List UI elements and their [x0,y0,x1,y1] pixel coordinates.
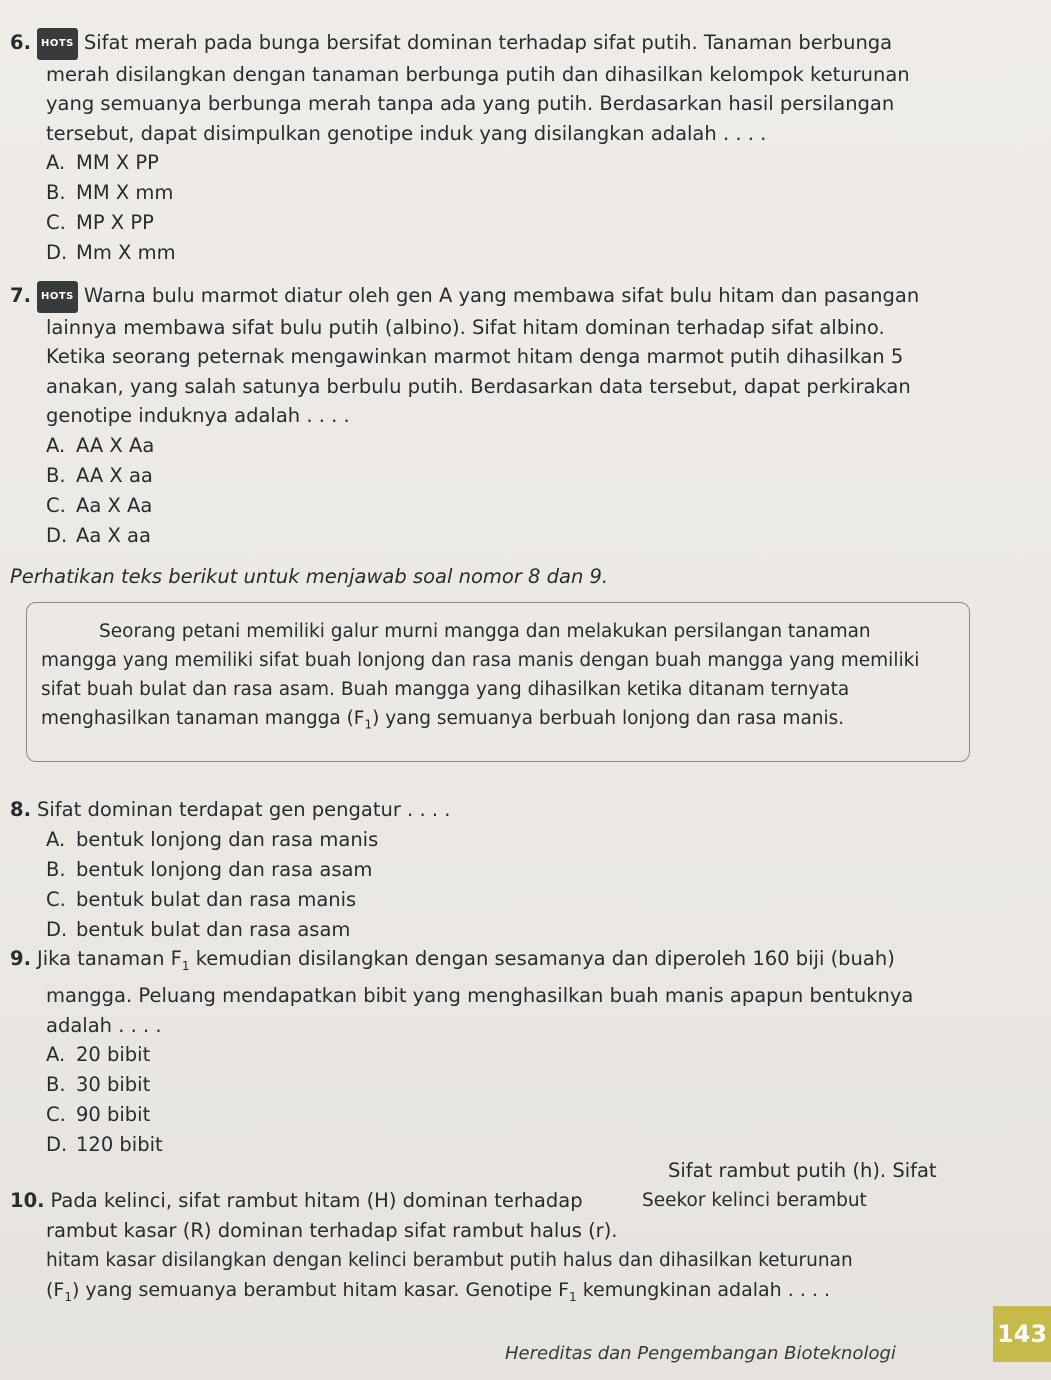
question-text-line: $(F_1)$ yang semuanya berambut hitam kasar. Genotipe $F_1$ kemungkinan adalah . . . . [46,1279,831,1304]
passage-box [26,602,970,762]
passage-line: Seorang petani memiliki galur murni mangga dan melakukan persilangan tanaman [99,621,871,642]
passage-line: menghasilkan tanaman mangga $(F_1)$ yang semuanya berbuah lonjong dan rasa manis. [41,708,845,732]
question-text-line: tersebut, dapat disimpulkan genotipe induk yang disilangkan adalah . . . . [46,121,767,145]
question-text-line: yang semuanya berbunga merah tanpa ada yang putih. Berdasarkan hasil persilangan [46,92,895,115]
option-d[interactable]: D. Mm X mm [46,241,176,264]
question-number: 6. [10,31,31,54]
question-text-line: merah disilangkan dengan tanaman berbunga putih dan dihasilkan kelompok keturunan [46,62,910,86]
option-a[interactable]: A. AA X Aa [46,433,155,457]
option-d[interactable]: D. 120 bibit [46,1133,163,1157]
question-text-line: Sifat merah pada bunga bersifat dominan terhadap sifat putih. Tanaman berbunga [83,31,893,54]
question-text-line: Seekor kelinci berambut [642,1190,867,1211]
question-text-line: rambut kasar (R) dominan terhadap sifat rambut halus (r). [46,1219,618,1242]
question-text-line: Sifat rambut putih (h). Sifat [668,1159,937,1182]
option-a[interactable]: A. 20 bibit [46,1043,151,1067]
question-8 [10,795,1035,945]
question-number: 8. [10,798,31,821]
option-c[interactable]: C. 90 bibit [46,1103,151,1127]
question-6 [10,28,1035,268]
option-a[interactable]: A. bentuk lonjong dan rasa manis [46,827,379,851]
option-b[interactable]: B. bentuk lonjong dan rasa asam [46,857,373,881]
option-d[interactable]: D. bentuk bulat dan rasa asam [46,917,351,941]
question-text-line: Ketika seorang peternak mengawinkan marmot hitam denga marmot putih dihasilkan 5 [46,345,904,368]
option-b[interactable]: B. MM X mm [46,181,174,204]
option-b[interactable]: B. 30 bibit [46,1073,151,1097]
hots-badge: HOTS [37,28,78,60]
footer-chapter-title: Hereditas dan Pengembangan Bioteknologi [505,1343,896,1364]
question-text-line: mangga. Peluang mendapatkan bibit yang menghasilkan buah manis apapun bentuknya [46,984,914,1008]
passage-line: mangga yang memiliki sifat buah lonjong dan rasa manis dengan buah mangga yang memiliki [41,650,920,671]
question-text-line: Warna bulu marmot diatur oleh gen A yang membawa sifat bulu hitam dan pasangan [83,284,920,307]
question-text-line: Pada kelinci, sifat rambut hitam (H) dominan terhadap [50,1189,583,1212]
question-text-line: hitam kasar disilangkan dengan kelinci berambut putih halus dan dihasilkan keturunan [46,1250,853,1271]
passage-intro: Perhatikan teks berikut untuk menjawab soal nomor 8 dan 9. [10,565,609,588]
passage-line: sifat buah bulat dan rasa asam. Buah mangga yang dihasilkan ketika ditanam ternyata [41,679,850,700]
option-c[interactable]: C. MP X PP [46,211,154,234]
question-text-line: Sifat dominan terdapat gen pengatur . . . . [36,798,451,821]
option-c[interactable]: C. Aa X Aa [46,493,153,517]
option-b[interactable]: B. AA X aa [46,463,153,487]
option-a[interactable]: A. MM X PP [46,151,159,174]
question-text-line: Jika tanaman $F_1$ kemudian disilangkan dengan sesamanya dan diperoleh 160 biji (buah) [36,947,895,973]
question-number: 9. [10,947,31,970]
question-number: 10. [10,1189,45,1212]
hots-badge: HOTS [37,281,78,313]
question-9 [10,944,1035,1160]
question-text-line: lainnya membawa sifat bulu putih (albino). Sifat hitam dominan terhadap sifat albino. [46,315,885,339]
question-text-line: anakan, yang salah satunya berbulu putih. Berdasarkan data tersebut, dapat perkirakan [46,374,911,398]
question-number: 7. [10,284,31,307]
question-7 [10,281,1035,551]
page-number: 143 [993,1306,1051,1362]
question-text-line: genotipe induknya adalah . . . . [46,404,350,427]
question-text-line: adalah . . . . [46,1013,162,1037]
option-c[interactable]: C. bentuk bulat dan rasa manis [46,887,357,911]
option-d[interactable]: D. Aa X aa [46,523,151,547]
